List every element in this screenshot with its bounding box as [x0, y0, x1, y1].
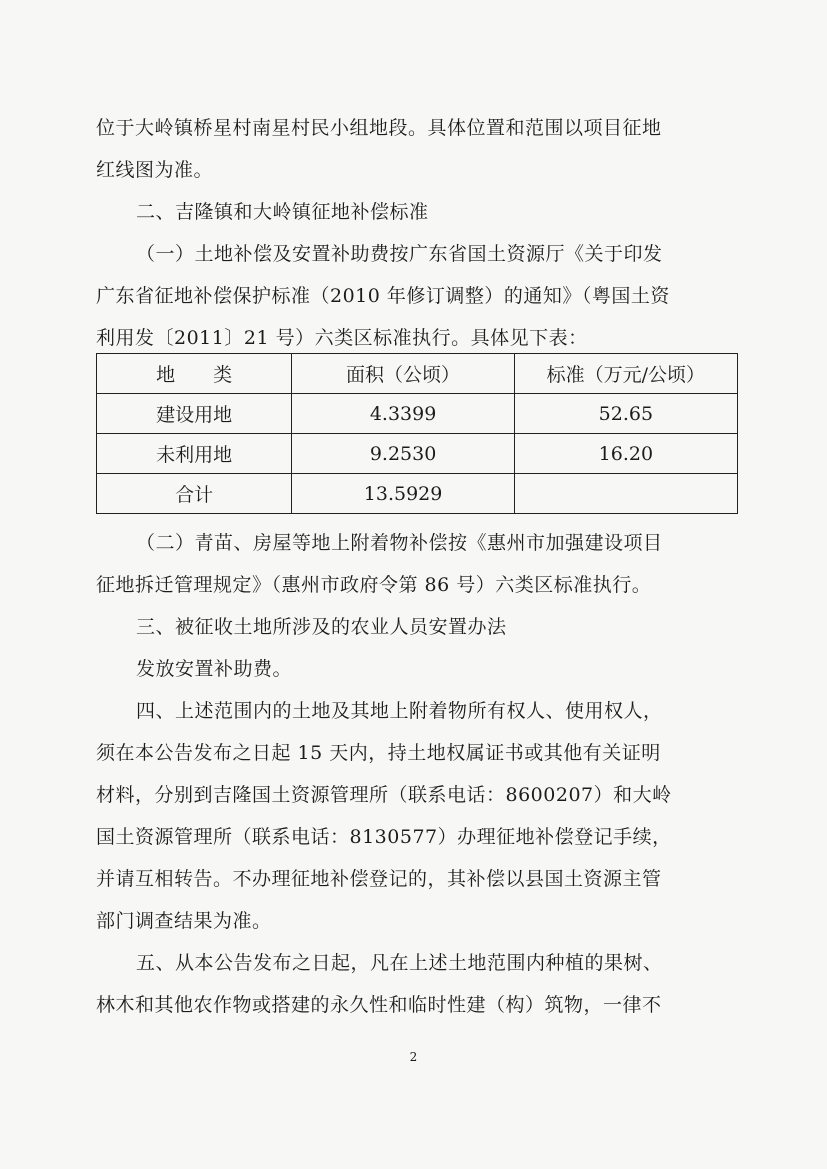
- paragraph-registration: [96, 690, 736, 942]
- paragraph-location: [96, 107, 736, 191]
- table-cell: 4.3399: [292, 394, 514, 434]
- text-line: （二）青苗、房屋等地上附着物补偿按《惠州市加强建设项目: [136, 532, 663, 554]
- text-line: 须在本公告发布之日起 15 天内，持土地权属证书或其他有关证明: [96, 742, 661, 764]
- section-heading-2: [96, 191, 736, 233]
- table-cell: 建设用地: [97, 394, 292, 434]
- section-heading-3: [96, 606, 736, 648]
- paragraph-prohibition: [96, 942, 736, 1026]
- text-line: 并请互相转告。不办理征地补偿登记的，其补偿以县国土资源主管: [96, 868, 662, 890]
- table-cell: 未利用地: [97, 434, 292, 474]
- text-line: 发放安置补助费。: [136, 658, 293, 680]
- table-cell: 合计: [97, 474, 292, 514]
- table-cell: 13.5929: [292, 474, 514, 514]
- compensation-table: [96, 353, 738, 514]
- paragraph-attachment-compensation: [96, 522, 736, 606]
- text-line: 林木和其他农作物或搭建的永久性和临时性建（构）筑物，一律不: [96, 994, 662, 1016]
- text-line: （一）土地补偿及安置补助费按广东省国土资源厅《关于印发: [136, 243, 663, 265]
- table-row: [97, 434, 738, 474]
- table-header: 面积（公顷）: [292, 354, 514, 394]
- text-line: 部门调查结果为准。: [96, 910, 272, 932]
- paragraph-resettlement: [96, 648, 736, 690]
- text-line: 材料，分别到吉隆国土资源管理所（联系电话：8600207）和大岭: [96, 784, 672, 806]
- text-line: 五、从本公告发布之日起，凡在上述土地范围内种植的果树、: [136, 952, 663, 974]
- text-line: 四、上述范围内的土地及其地上附着物所有权人、使用权人，: [136, 700, 663, 722]
- page-number: 2: [409, 1050, 418, 1064]
- text-line: 位于大岭镇桥星村南星村民小组地段。具体位置和范围以项目征地: [96, 117, 662, 139]
- table-header-row: [97, 354, 738, 394]
- table-header: 地 类: [97, 354, 292, 394]
- paragraph-land-compensation: [96, 233, 736, 359]
- table-cell: [514, 474, 737, 514]
- table-row: [97, 394, 738, 434]
- text-line: 二、吉隆镇和大岭镇征地补偿标准: [136, 201, 429, 223]
- table-cell: 16.20: [514, 434, 737, 474]
- text-line: 国土资源管理所（联系电话：8130577）办理征地补偿登记手续，: [96, 826, 672, 848]
- text-line: 广东省征地补偿保护标准（2010 年修订调整）的通知》（粤国土资: [96, 285, 670, 307]
- table-cell: 52.65: [514, 394, 737, 434]
- table-header: 标准（万元/公顷）: [514, 354, 737, 394]
- text-line: 征地拆迁管理规定》（惠州市政府令第 86 号）六类区标准执行。: [96, 574, 652, 596]
- text-line: 红线图为准。: [96, 159, 214, 181]
- table-row-total: [97, 474, 738, 514]
- text-line: 利用发〔2011〕21 号）六类区标准执行。具体见下表：: [96, 327, 588, 349]
- text-line: 三、被征收土地所涉及的农业人员安置办法: [136, 616, 507, 638]
- table-cell: 9.2530: [292, 434, 514, 474]
